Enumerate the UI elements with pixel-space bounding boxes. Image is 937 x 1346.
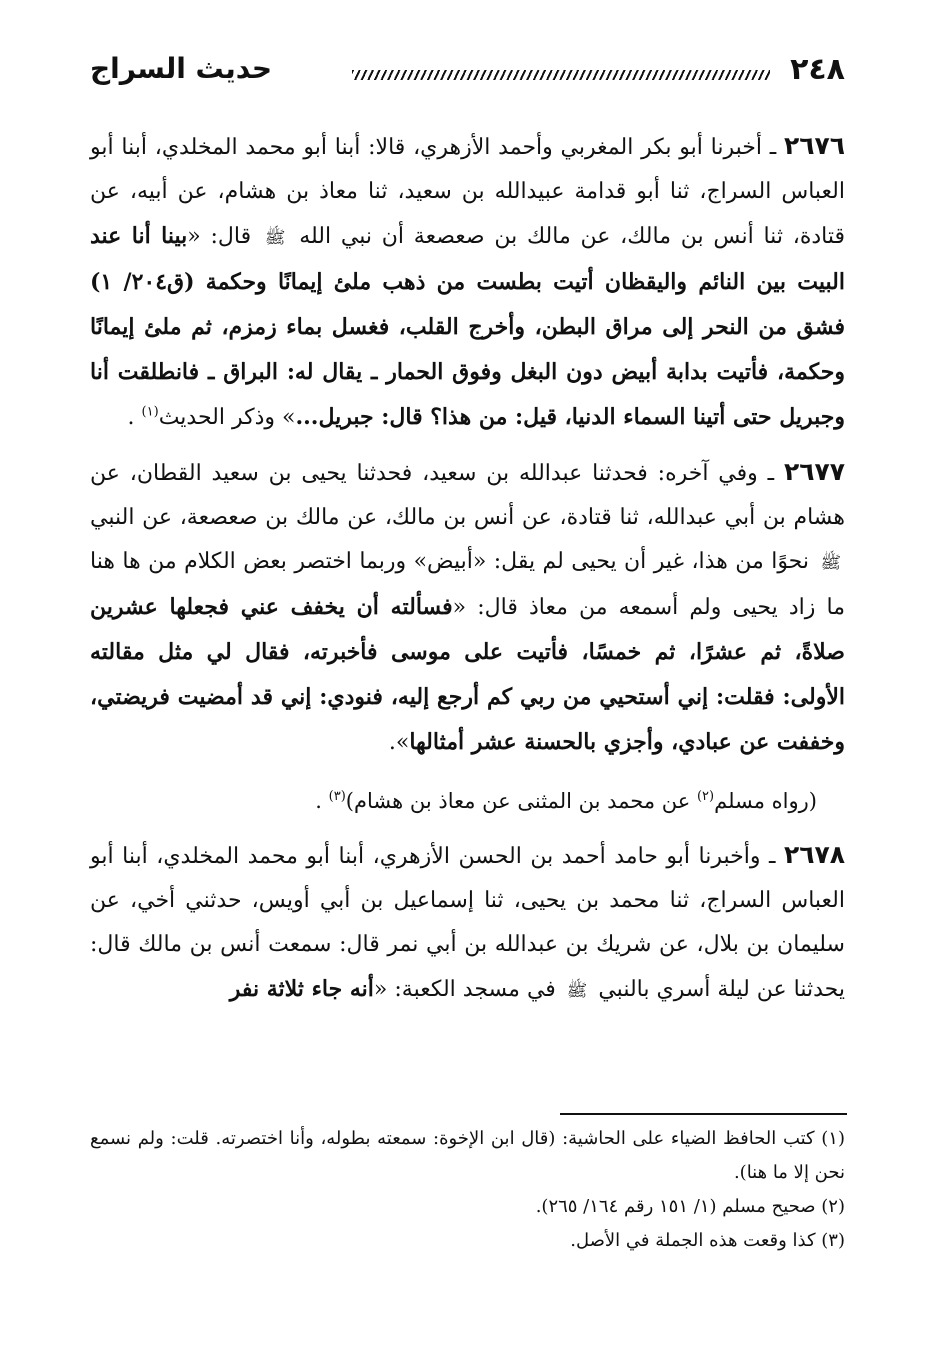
footnote: (٢) صحيح مسلم (١/ ١٥١ رقم ١٦٤/ ٢٦٥).	[535, 1196, 845, 1217]
hadith-paragraph	[90, 124, 845, 440]
salawat-symbol: ﷺ	[264, 228, 286, 248]
main-text	[90, 124, 845, 1023]
isnad-text: ».	[388, 730, 410, 755]
running-title: حديث السراج	[90, 52, 273, 85]
hadith-paragraph	[90, 450, 845, 765]
source-note	[90, 775, 845, 823]
hadith-matn: بينا أنا عند البيت بين النائم واليقظان أتيت بطست من ذهب ملئ إيمانًا وحكمة (ق٢٠٤/ ١) فشق من النحر إلى مراق البطن، وأخرج القلب، فغسل بماء زمزم، ثم ملئ إيمانًا وحكمة، فأتيت بدابة أبيض دون البغل وفوق الحمار ـ يقال له: البراق ـ فانطلقت أنا وجبريل حتى أتينا السماء الدنيا، قيل: من هذا؟ قال: جبريل...	[90, 223, 845, 430]
isnad-text: في مسجد الكعبة: «	[373, 977, 563, 1002]
hadith-number: ٢٦٧٧	[783, 457, 845, 486]
isnad-text: قال: «	[187, 224, 261, 249]
footnote-marker[interactable]: (١)	[141, 404, 159, 420]
hadith-matn: فسألته أن يخفف عني فجعلها عشرين صلاةً، ثم عشرًا، ثم خمسًا، فأتيت على موسى فأخبرته، فقال لي مثل مقالته الأولى: فقلت: إني أستحيي من ربي كم أرجع إليه، فنودي: إني قد أمضيت فريضتي، وخففت عن عبادي، وأجزي بالحسنة عشر أمثالها	[90, 594, 845, 755]
isnad-text: ـ وفي آخره: فحدثنا عبدالله بن سعيد، فحدثنا يحيى بن سعيد القطان، عن هشام بن أبي عبدالله، ثنا قتادة، عن أنس بن مالك، عن مالك بن صعصعة، عن النبي	[90, 461, 845, 530]
footnotes	[90, 1122, 845, 1258]
isnad-text: » وذكر الحديث	[158, 405, 296, 430]
hadith-paragraph	[90, 833, 845, 1013]
source-note-text: عن محمد بن المثنى عن معاذ بن هشام)	[345, 789, 697, 813]
hadith-number: ٢٦٧٦	[783, 131, 845, 160]
isnad-text: نحوًا من هذا، غير أن يحيى لم يقل: «أبيض» وربما اختصر بعض الكلام من ها هنا ما زاد يحيى ولم أسمعه من معاذ قال: «	[90, 549, 845, 620]
header-rule	[352, 70, 770, 80]
isnad-text: .	[127, 405, 142, 430]
footnote-marker[interactable]: (٣)	[328, 789, 346, 804]
isnad-text: ـ أخبرنا أبو بكر المغربي وأحمد الأزهري، قالا: أبنا أبو محمد المخلدي، أبنا أبو العباس السراج، ثنا أبو قدامة عبيدالله بن سعيد، ثنا معاذ بن هشام، عن أبيه، عن قتادة، ثنا أنس بن مالك، عن مالك بن صعصعة أن نبي الله	[90, 135, 846, 249]
source-note-text: (رواه مسلم	[714, 789, 817, 813]
footnote-separator	[560, 1113, 847, 1115]
salawat-symbol: ﷺ	[820, 553, 841, 573]
hadith-number: ٢٦٧٨	[783, 840, 846, 869]
footnote: (٣) كذا وقعت هذه الجملة في الأصل.	[570, 1230, 845, 1251]
source-note-text: .	[315, 789, 329, 813]
hadith-matn: أنه جاء ثلاثة نفر	[229, 976, 374, 1002]
footnote: (١) كتب الحافظ الضياء على الحاشية: (قال ابن الإخوة: سمعته بطوله، وأنا اختصرته. قلت: ولم نسمع نحن إلا ما هنا).	[90, 1128, 845, 1183]
page-number: ٢٤٨	[790, 52, 845, 87]
salawat-symbol: ﷺ	[566, 981, 588, 1001]
isnad-text: ـ وأخبرنا أبو حامد أحمد بن الحسن الأزهري، أبنا أبو محمد المخلدي، أبنا أبو العباس السراج، ثنا محمد بن يحيى، ثنا إسماعيل بن أبي أويس، حدثني أخي، عن سليمان بن بلال، عن شريك بن عبدالله بن أبي نمر قال: سمعت أنس بن مالك قال: يحدثنا عن ليلة أسري بالنبي	[90, 844, 845, 1002]
footnote-marker[interactable]: (٢)	[696, 789, 715, 804]
